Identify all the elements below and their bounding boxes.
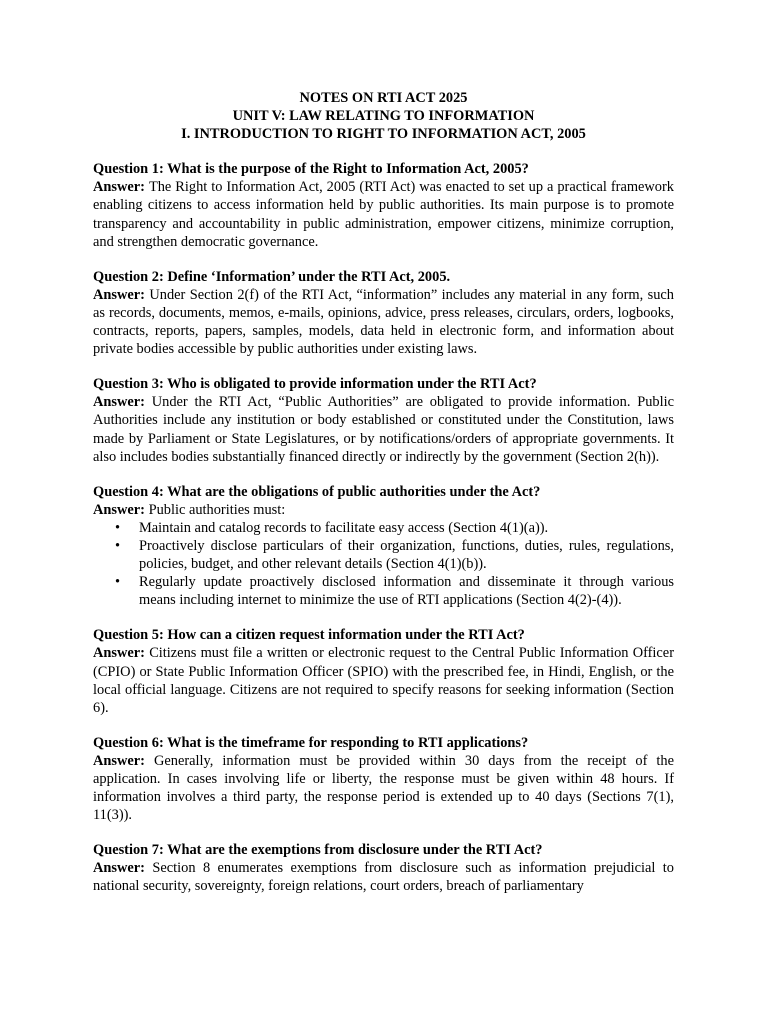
answer-3: Under the RTI Act, “Public Authorities” are obligated to provide information. Public Authorities include any institution or body established or constituted under the Constitution, laws made by Parliament or State Legislatures, or by notifications/orders of appropriate governments. It also includes bodies substantially financed directly or indirectly by the government (Section 2(h)). [93,394,674,465]
question-7: Question 7: What are the exemptions from disclosure under the RTI Act? [93,842,543,859]
answer-4: Public authorities must: [148,501,286,518]
answer-7: Section 8 enumerates exemptions from disclosure such as information prejudicial to national security, sovereignty, foreign relations, court orders, breach of parliamentary [93,860,675,895]
document-header [93,89,674,143]
question-5: Question 5: How can a citizen request information under the RTI Act? [93,627,525,644]
qa-block-6 [93,734,674,824]
bullet-icon: • [115,519,121,536]
answer-label: Answer: [93,860,153,877]
answer-5: Citizens must file a written or electronic request to the Central Public Information Officer (CPIO) or State Public Information Officer (SPIO) with the prescribed fee, in Hindi, English, or the local official language. Citizens are not required to specify reasons for seeking information (Section 6). [93,645,674,716]
qa-block-5 [93,626,674,716]
list-item [115,519,674,537]
answer-label: Answer: [93,394,152,411]
answer-6: Generally, information must be provided within 30 days from the receipt of the application. In cases involving life or liberty, the response must be given within 48 hours. If information involves a third party, the response period is extended up to 40 days (Sections 7(1), 11(3)). [93,752,674,824]
document-page [93,89,674,913]
list-item-text: Regularly update proactively disclosed information and disseminate it through various means including internet to minimize the use of RTI applications (Section 4(2)-(4)). [139,574,674,609]
answer-1: The Right to Information Act, 2005 (RTI Act) was enacted to set up a practical framework enabling citizens to access information held by public authorities. Its main purpose is to promote transparency and accountability in public administration, empower citizens, minimize corruption, and strengthen democratic governance. [93,179,674,250]
answer-label: Answer: [93,179,149,196]
list-item [115,537,674,573]
qa-block-1 [93,160,674,250]
obligations-list [93,519,674,609]
question-3: Question 3: Who is obligated to provide information under the RTI Act? [93,376,537,393]
list-item-text: Maintain and catalog records to facilitate easy access (Section 4(1)(a)). [139,519,549,536]
document-title: NOTES ON RTI ACT 2025 [299,90,468,106]
list-item-text: Proactively disclose particulars of their organization, functions, duties, rules, regulations, policies, budget, and other relevant details (Section 4(1)(b)). [139,537,674,573]
list-item [115,573,674,609]
answer-label: Answer: [93,286,150,303]
answer-label: Answer: [93,752,154,769]
answer-label: Answer: [93,501,149,518]
qa-block-3 [93,375,674,465]
bullet-icon: • [115,574,121,591]
answer-2: Under Section 2(f) of the RTI Act, “information” includes any material in any form, such as records, documents, memos, e-mails, opinions, advice, press releases, circulars, orders, logbooks, contracts, reports, papers, samples, models, data held in electronic form, and information about private bodies accessible by public authorities under existing laws. [93,286,674,358]
question-6: Question 6: What is the timeframe for responding to RTI applications? [93,734,529,751]
section-title: I. INTRODUCTION TO RIGHT TO INFORMATION ACT, 2005 [181,126,586,143]
qa-block-2 [93,268,674,358]
qa-block-4 [93,483,674,610]
bullet-icon: • [115,537,121,554]
question-4: Question 4: What are the obligations of public authorities under the Act? [93,483,541,500]
qa-block-7 [93,841,674,895]
question-2: Question 2: Define ‘Information’ under the RTI Act, 2005. [93,268,451,285]
answer-label: Answer: [93,645,150,662]
question-1: Question 1: What is the purpose of the Right to Information Act, 2005? [93,161,529,178]
unit-title: UNIT V: LAW RELATING TO INFORMATION [232,108,535,125]
